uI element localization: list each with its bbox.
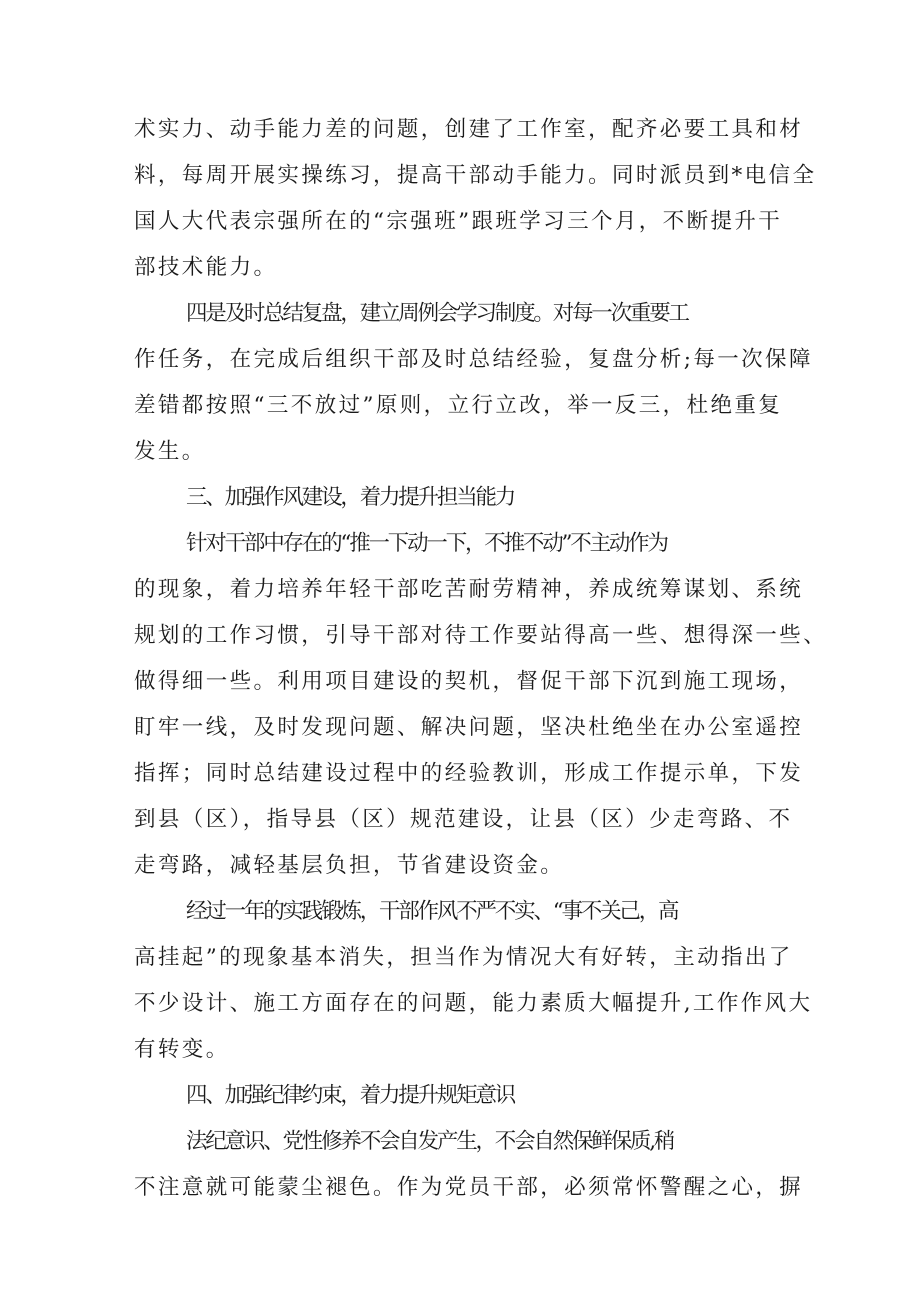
section-heading: 三、加强作风建设，着力提升担当能力 <box>186 485 515 510</box>
text-line: 到县（区），指导县（区）规范建设，让县（区）少走弯路、不 <box>134 807 793 832</box>
text-line: 料，每周开展实操练习，提高干部动手能力。同时派员到*电信全 <box>134 163 817 188</box>
text-line: 不注意就可能蒙尘褪色。作为党员干部，必须常怀警醒之心，摒 <box>134 1175 804 1200</box>
text-line: 发生。 <box>134 439 206 464</box>
paragraph-start-line: 经过一年的实践锻炼，干部作风不严不实、“事不关己，高 <box>186 899 678 924</box>
paragraph-start-line: 四是及时总结复盘，建立周例会学习制度。对每一次重要工 <box>186 301 688 326</box>
paragraph-start-line: 针对干部中存在的“推一下动一下，不推不动”不主动作为 <box>186 531 667 556</box>
paragraph-start-line: 法纪意识、党性修养不会自发产生，不会自然保鲜保质,稍 <box>186 1129 674 1154</box>
text-line: 的现象，着力培养年轻干部吃苦耐劳精神，养成统筹谋划、系统 <box>134 577 804 602</box>
text-line: 规划的工作习惯，引导干部对待工作要站得高一些、想得深一些、 <box>134 623 828 648</box>
text-line: 做得细一些。利用项目建设的契机，督促干部下沉到施工现场， <box>134 669 804 694</box>
text-line: 差错都按照“三不放过”原则，立行立改，举一反三，杜绝重复 <box>134 393 783 418</box>
text-line: 术实力、动手能力差的问题，创建了工作室，配齐必要工具和材 <box>134 117 804 142</box>
text-line: 国人大代表宗强所在的“宗强班”跟班学习三个月，不断提升干 <box>134 209 783 234</box>
text-line: 有转变。 <box>134 1037 230 1062</box>
text-line: 走弯路，减轻基层负担，节省建设资金。 <box>134 853 565 878</box>
text-line: 指挥；同时总结建设过程中的经验教训，形成工作提示单，下发 <box>134 761 804 786</box>
section-heading: 四、加强纪律约束，着力提升规矩意识 <box>186 1083 515 1108</box>
text-line: 盯牢一线，及时发现问题、解决问题，坚决杜绝坐在办公室遥控 <box>134 715 804 740</box>
text-line: 部技术能力。 <box>134 255 278 280</box>
text-line: 作任务，在完成后组织干部及时总结经验，复盘分析;每一次保障 <box>134 347 813 372</box>
text-line: 不少设计、施工方面存在的问题，能力素质大幅提升,工作作风大 <box>134 991 813 1016</box>
text-line: 高挂起”的现象基本消失，担当作为情况大有好转，主动指出了 <box>134 945 793 970</box>
